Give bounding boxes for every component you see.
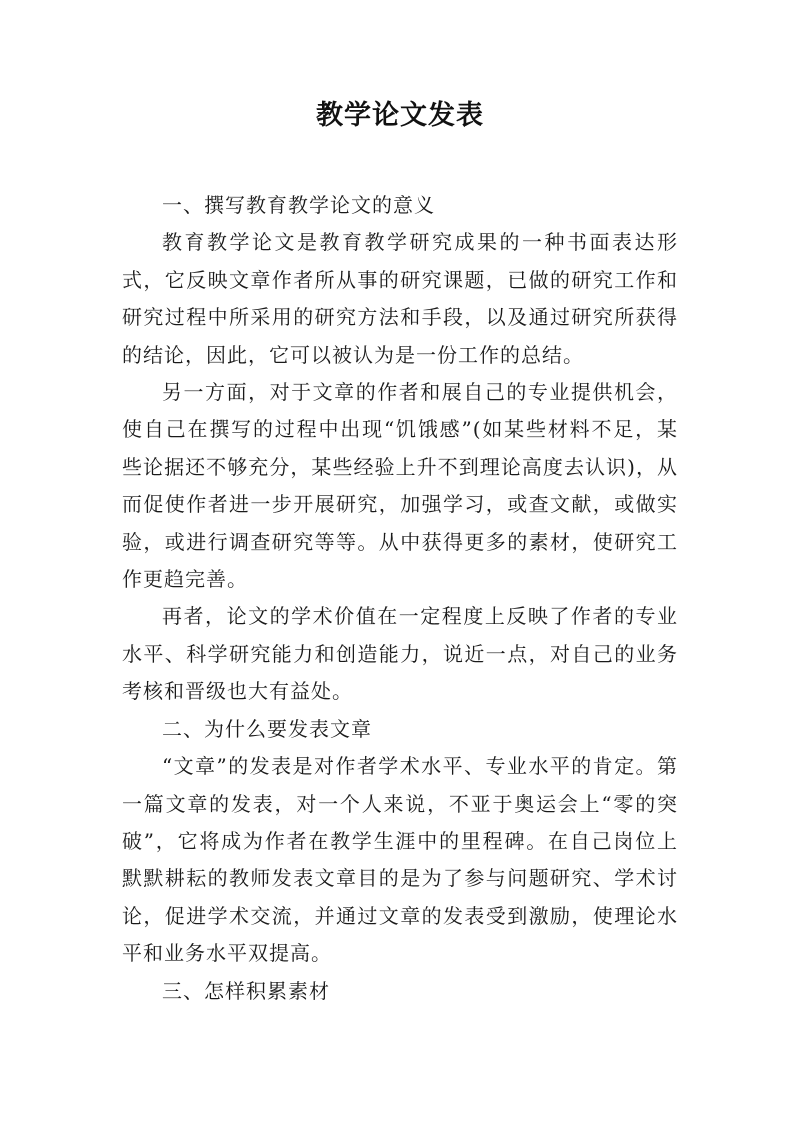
section-heading-1: 一、撰写教育教学论文的意义 [162, 193, 435, 217]
section-heading-2: 二、为什么要发表文章 [162, 716, 372, 741]
paragraph: 教育教学论文是教育教学研究成果的一种书面表达形式，它反映文章作者所从事的研究课题，已做的研究工作和研究过程中所采用的研究方法和手段，以及通过研究所获得的结论，因此，它可以被认为是一份工作的总结。 [122, 230, 678, 367]
paragraph: “文章”的发表是对作者学术水平、专业水平的肯定。第一篇文章的发表，对一个人来说，不亚于奥运会上“零的突破”，它将成为作者在教学生涯中的里程碑。在自己岗位上默默耕耘的教师发表文章目的是为了参与问题研究、学术讨论，促进学术交流，并通过文章的发表受到激励，使理论水平和业务水平双提高。 [122, 754, 678, 966]
page-title: 教学论文发表 [316, 100, 484, 131]
paragraph: 另一方面，对于文章的作者和展自己的专业提供机会，使自己在撰写的过程中出现“饥饿感”(如某些材料不足，某些论据还不够充分，某些经验上升不到理论高度去认识)，从而促使作者进一步开展研究，加强学习，或查文献，或做实验，或进行调查研究等等。从中获得更多的素材，使研究工作更趋完善。 [122, 380, 678, 592]
section-heading-3: 三、怎样积累素材 [162, 978, 330, 1003]
document-body [122, 187, 678, 1010]
paragraph: 再者，论文的学术价值在一定程度上反映了作者的专业水平、科学研究能力和创造能力，说近一点，对自己的业务考核和晋级也大有益处。 [122, 604, 678, 704]
